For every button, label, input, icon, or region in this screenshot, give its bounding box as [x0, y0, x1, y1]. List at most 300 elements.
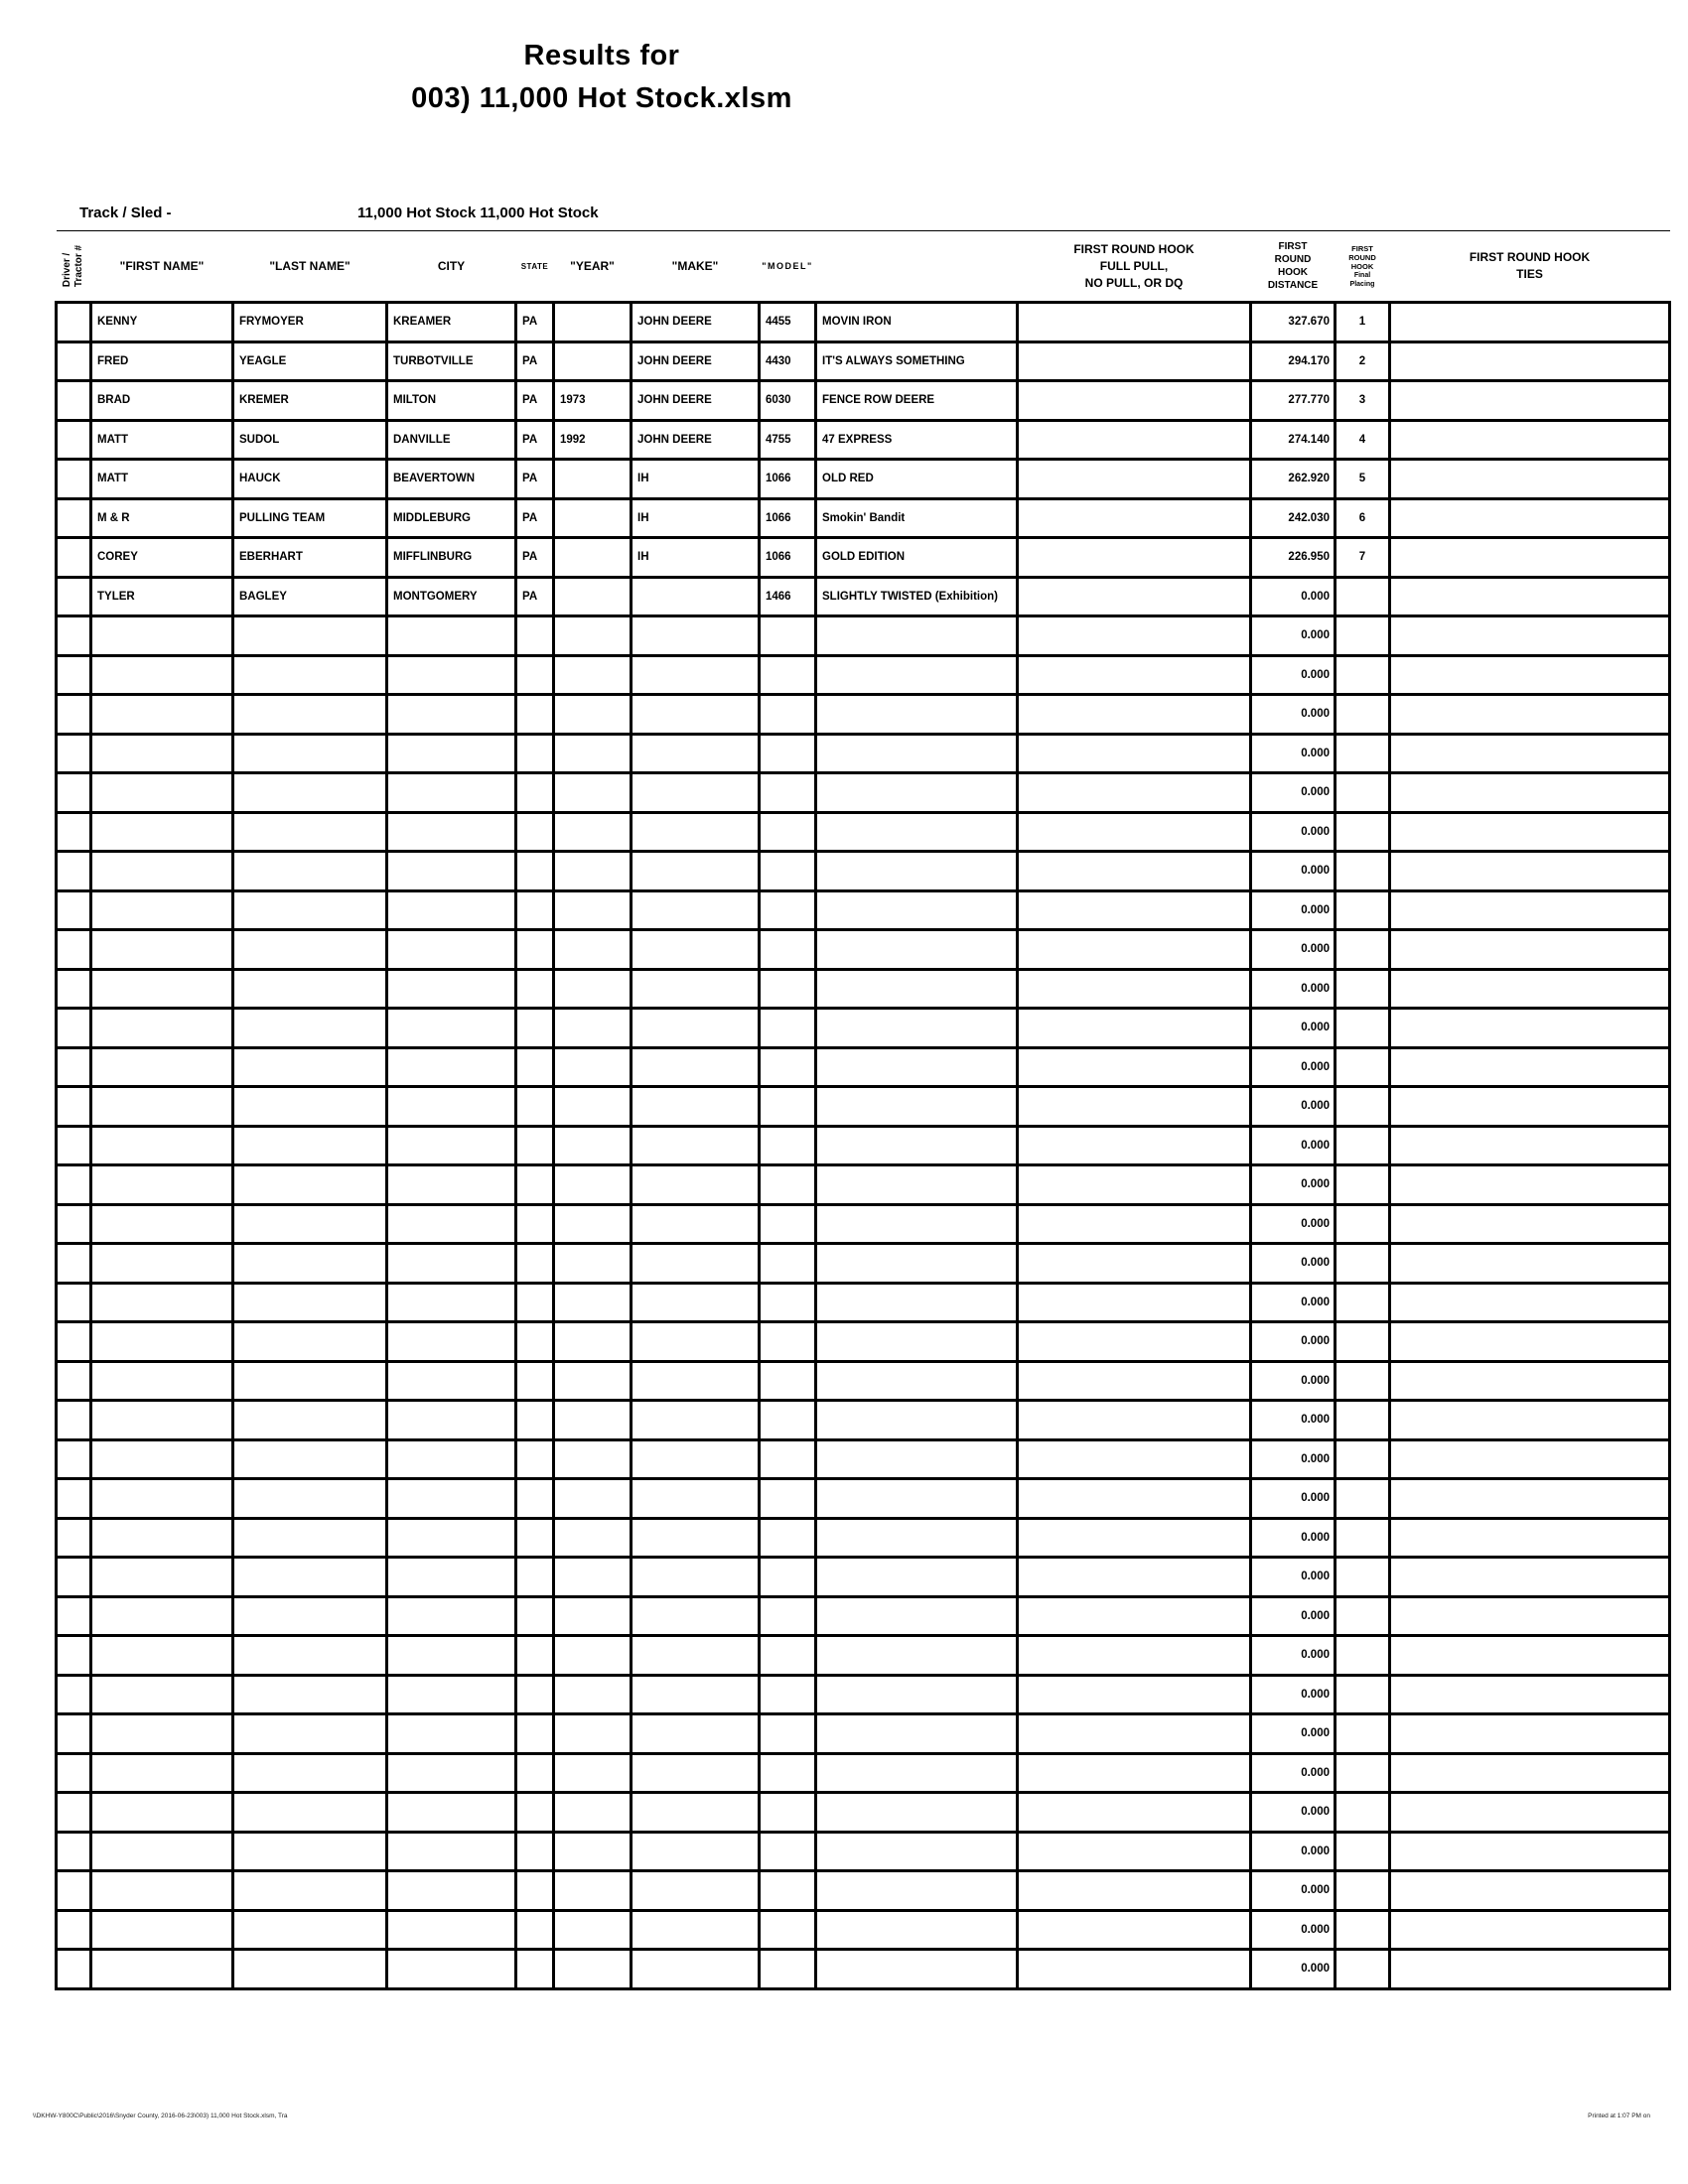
cell-placing — [1336, 1518, 1390, 1558]
cell-driver — [57, 498, 91, 538]
cell-placing: 2 — [1336, 341, 1390, 381]
cell-vehicle — [816, 1558, 1018, 1597]
cell-ties — [1390, 930, 1670, 970]
cell-make — [632, 812, 760, 852]
cell-first-name — [91, 655, 233, 695]
cell-full-pull — [1018, 616, 1251, 656]
cell-driver — [57, 1322, 91, 1362]
cell-last-name — [233, 1047, 387, 1087]
cell-distance: 0.000 — [1251, 1165, 1336, 1205]
cell-last-name — [233, 930, 387, 970]
cell-model — [760, 1518, 816, 1558]
cell-vehicle — [816, 773, 1018, 813]
cell-year — [554, 1832, 632, 1871]
cell-full-pull — [1018, 1244, 1251, 1284]
cell-city — [387, 1558, 516, 1597]
cell-model — [760, 1950, 816, 1989]
cell-model — [760, 1204, 816, 1244]
cell-city — [387, 1675, 516, 1714]
cell-make — [632, 1793, 760, 1833]
empty-row — [57, 1518, 1670, 1558]
cell-vehicle — [816, 852, 1018, 891]
empty-row — [57, 734, 1670, 773]
empty-row — [57, 616, 1670, 656]
cell-city — [387, 1714, 516, 1754]
footer-printed-timestamp: Printed at 1:07 PM on — [1588, 2113, 1650, 2119]
cell-last-name: SUDOL — [233, 420, 387, 460]
cell-first-name — [91, 1087, 233, 1127]
cell-ties — [1390, 1910, 1670, 1950]
result-row — [57, 460, 1670, 499]
cell-year — [554, 1126, 632, 1165]
cell-driver — [57, 1009, 91, 1048]
cell-placing — [1336, 655, 1390, 695]
cell-full-pull — [1018, 1832, 1251, 1871]
cell-city — [387, 1479, 516, 1519]
driver-tractor-vertical-label: Driver / Tractor # — [62, 244, 84, 288]
cell-last-name — [233, 1910, 387, 1950]
cell-placing — [1336, 1596, 1390, 1636]
cell-make — [632, 1361, 760, 1401]
cell-last-name — [233, 695, 387, 735]
cell-placing — [1336, 1361, 1390, 1401]
cell-last-name — [233, 1087, 387, 1127]
cell-state — [516, 812, 554, 852]
cell-full-pull — [1018, 812, 1251, 852]
cell-model — [760, 1361, 816, 1401]
cell-model: 4430 — [760, 341, 816, 381]
cell-first-name — [91, 695, 233, 735]
cell-distance: 0.000 — [1251, 1361, 1336, 1401]
cell-distance: 0.000 — [1251, 1518, 1336, 1558]
cell-driver — [57, 1479, 91, 1519]
cell-city — [387, 1753, 516, 1793]
cell-ties — [1390, 498, 1670, 538]
cell-model: 1066 — [760, 538, 816, 578]
cell-model — [760, 695, 816, 735]
cell-driver — [57, 1714, 91, 1754]
cell-last-name — [233, 1204, 387, 1244]
cell-placing — [1336, 852, 1390, 891]
cell-driver — [57, 969, 91, 1009]
cell-year — [554, 1165, 632, 1205]
cell-city: MIFFLINBURG — [387, 538, 516, 578]
cell-placing — [1336, 812, 1390, 852]
cell-make: IH — [632, 460, 760, 499]
cell-placing: 7 — [1336, 538, 1390, 578]
empty-row — [57, 969, 1670, 1009]
cell-distance: 0.000 — [1251, 734, 1336, 773]
cell-ties — [1390, 341, 1670, 381]
cell-full-pull — [1018, 420, 1251, 460]
cell-distance: 0.000 — [1251, 1675, 1336, 1714]
cell-first-name — [91, 1753, 233, 1793]
track-sled-value: 11,000 Hot Stock 11,000 Hot Stock — [357, 205, 599, 221]
cell-year — [554, 1714, 632, 1754]
cell-state — [516, 1047, 554, 1087]
cell-model — [760, 1714, 816, 1754]
cell-state — [516, 734, 554, 773]
cell-driver — [57, 1558, 91, 1597]
cell-state — [516, 695, 554, 735]
cell-distance: 274.140 — [1251, 420, 1336, 460]
cell-distance: 0.000 — [1251, 1636, 1336, 1676]
cell-last-name — [233, 1165, 387, 1205]
cell-first-name — [91, 1401, 233, 1440]
cell-ties — [1390, 616, 1670, 656]
cell-vehicle — [816, 655, 1018, 695]
cell-model: 1066 — [760, 498, 816, 538]
cell-last-name: HAUCK — [233, 460, 387, 499]
cell-first-name — [91, 1910, 233, 1950]
cell-state — [516, 1479, 554, 1519]
cell-placing — [1336, 734, 1390, 773]
cell-city: DANVILLE — [387, 420, 516, 460]
cell-full-pull — [1018, 969, 1251, 1009]
cell-vehicle — [816, 1871, 1018, 1911]
cell-state — [516, 1165, 554, 1205]
cell-city — [387, 655, 516, 695]
cell-make — [632, 1558, 760, 1597]
cell-vehicle — [816, 1518, 1018, 1558]
cell-city: MONTGOMERY — [387, 577, 516, 616]
cell-last-name — [233, 812, 387, 852]
cell-ties — [1390, 1283, 1670, 1322]
cell-state — [516, 1126, 554, 1165]
cell-city — [387, 1871, 516, 1911]
cell-last-name — [233, 1714, 387, 1754]
cell-city: TURBOTVILLE — [387, 341, 516, 381]
empty-row — [57, 1558, 1670, 1597]
cell-ties — [1390, 969, 1670, 1009]
empty-row — [57, 1910, 1670, 1950]
cell-ties — [1390, 655, 1670, 695]
cell-vehicle — [816, 1322, 1018, 1362]
cell-year — [554, 655, 632, 695]
cell-full-pull — [1018, 577, 1251, 616]
cell-ties — [1390, 852, 1670, 891]
cell-ties — [1390, 1244, 1670, 1284]
cell-last-name — [233, 1596, 387, 1636]
cell-first-name: MATT — [91, 420, 233, 460]
cell-model — [760, 1283, 816, 1322]
cell-make: JOHN DEERE — [632, 303, 760, 342]
cell-distance: 226.950 — [1251, 538, 1336, 578]
cell-ties — [1390, 1126, 1670, 1165]
empty-row — [57, 890, 1670, 930]
empty-row — [57, 1244, 1670, 1284]
cell-vehicle — [816, 1753, 1018, 1793]
cell-vehicle — [816, 1675, 1018, 1714]
cell-ties — [1390, 773, 1670, 813]
cell-placing — [1336, 1793, 1390, 1833]
cell-city — [387, 1950, 516, 1989]
cell-vehicle — [816, 930, 1018, 970]
cell-year — [554, 1793, 632, 1833]
cell-vehicle — [816, 1283, 1018, 1322]
cell-first-name — [91, 1518, 233, 1558]
cell-vehicle — [816, 1793, 1018, 1833]
cell-placing — [1336, 1714, 1390, 1754]
cell-ties — [1390, 538, 1670, 578]
cell-full-pull — [1018, 1126, 1251, 1165]
cell-last-name — [233, 734, 387, 773]
cell-driver — [57, 1204, 91, 1244]
cell-model — [760, 1793, 816, 1833]
cell-ties — [1390, 695, 1670, 735]
cell-city — [387, 695, 516, 735]
cell-distance: 0.000 — [1251, 890, 1336, 930]
cell-full-pull — [1018, 930, 1251, 970]
cell-placing — [1336, 1439, 1390, 1479]
cell-vehicle — [816, 1126, 1018, 1165]
cell-make — [632, 577, 760, 616]
cell-city — [387, 1244, 516, 1284]
cell-year — [554, 812, 632, 852]
cell-last-name — [233, 1793, 387, 1833]
cell-last-name — [233, 1401, 387, 1440]
cell-last-name — [233, 1871, 387, 1911]
cell-make — [632, 890, 760, 930]
column-header-first-round-hook-ties: FIRST ROUND HOOK TIES — [1390, 231, 1670, 303]
cell-first-name — [91, 1714, 233, 1754]
cell-ties — [1390, 1675, 1670, 1714]
empty-row — [57, 1439, 1670, 1479]
empty-row — [57, 1087, 1670, 1127]
cell-distance: 0.000 — [1251, 852, 1336, 891]
header-row — [57, 231, 1670, 303]
cell-full-pull — [1018, 1401, 1251, 1440]
results-table — [55, 230, 1671, 1990]
cell-placing — [1336, 1244, 1390, 1284]
cell-driver — [57, 812, 91, 852]
cell-make — [632, 1871, 760, 1911]
cell-full-pull — [1018, 1871, 1251, 1911]
cell-vehicle — [816, 1047, 1018, 1087]
cell-vehicle — [816, 1439, 1018, 1479]
empty-row — [57, 1871, 1670, 1911]
cell-driver — [57, 1793, 91, 1833]
cell-first-name — [91, 1871, 233, 1911]
cell-year — [554, 1009, 632, 1048]
cell-last-name — [233, 1675, 387, 1714]
cell-model — [760, 1636, 816, 1676]
cell-model — [760, 1596, 816, 1636]
cell-last-name: KREMER — [233, 381, 387, 421]
cell-full-pull — [1018, 1910, 1251, 1950]
cell-year — [554, 1283, 632, 1322]
cell-ties — [1390, 890, 1670, 930]
cell-driver — [57, 1087, 91, 1127]
cell-driver — [57, 1439, 91, 1479]
cell-driver — [57, 1165, 91, 1205]
column-header-vehicle-name — [816, 231, 1018, 303]
cell-make: JOHN DEERE — [632, 381, 760, 421]
cell-state — [516, 930, 554, 970]
cell-driver — [57, 1518, 91, 1558]
cell-placing — [1336, 773, 1390, 813]
cell-year — [554, 1558, 632, 1597]
cell-vehicle — [816, 1361, 1018, 1401]
cell-first-name — [91, 1636, 233, 1676]
empty-row — [57, 1047, 1670, 1087]
cell-vehicle — [816, 1204, 1018, 1244]
empty-row — [57, 773, 1670, 813]
cell-model: 1466 — [760, 577, 816, 616]
cell-make — [632, 1636, 760, 1676]
cell-year: 1973 — [554, 381, 632, 421]
empty-row — [57, 1009, 1670, 1048]
result-row — [57, 303, 1670, 342]
cell-year — [554, 1401, 632, 1440]
cell-driver — [57, 1126, 91, 1165]
cell-model — [760, 930, 816, 970]
cell-state: PA — [516, 341, 554, 381]
cell-vehicle — [816, 1009, 1018, 1048]
column-header-first-name: "FIRST NAME" — [91, 231, 233, 303]
cell-placing — [1336, 1753, 1390, 1793]
cell-model — [760, 1244, 816, 1284]
cell-year — [554, 1950, 632, 1989]
cell-driver — [57, 381, 91, 421]
cell-placing — [1336, 1009, 1390, 1048]
cell-last-name — [233, 1832, 387, 1871]
cell-first-name: M & R — [91, 498, 233, 538]
empty-row — [57, 1165, 1670, 1205]
cell-full-pull — [1018, 303, 1251, 342]
empty-row — [57, 1204, 1670, 1244]
cell-driver — [57, 420, 91, 460]
cell-placing — [1336, 1950, 1390, 1989]
cell-driver — [57, 852, 91, 891]
cell-placing — [1336, 1675, 1390, 1714]
cell-state — [516, 1675, 554, 1714]
cell-vehicle: SLIGHTLY TWISTED (Exhibition) — [816, 577, 1018, 616]
cell-driver — [57, 577, 91, 616]
cell-ties — [1390, 460, 1670, 499]
cell-ties — [1390, 1558, 1670, 1597]
cell-city — [387, 1009, 516, 1048]
cell-last-name — [233, 1636, 387, 1676]
cell-make — [632, 1439, 760, 1479]
cell-first-name — [91, 1479, 233, 1519]
cell-full-pull — [1018, 734, 1251, 773]
cell-ties — [1390, 1518, 1670, 1558]
empty-row — [57, 1675, 1670, 1714]
cell-year — [554, 969, 632, 1009]
cell-first-name — [91, 1126, 233, 1165]
cell-distance: 277.770 — [1251, 381, 1336, 421]
cell-full-pull — [1018, 1518, 1251, 1558]
cell-model — [760, 1165, 816, 1205]
cell-full-pull — [1018, 381, 1251, 421]
cell-make — [632, 1047, 760, 1087]
cell-state — [516, 1361, 554, 1401]
cell-year — [554, 1753, 632, 1793]
cell-full-pull — [1018, 1009, 1251, 1048]
cell-placing: 5 — [1336, 460, 1390, 499]
cell-first-name — [91, 812, 233, 852]
cell-make: IH — [632, 498, 760, 538]
cell-placing: 3 — [1336, 381, 1390, 421]
cell-year — [554, 1479, 632, 1519]
cell-make — [632, 1009, 760, 1048]
cell-make — [632, 1165, 760, 1205]
cell-driver — [57, 1675, 91, 1714]
cell-distance: 327.670 — [1251, 303, 1336, 342]
cell-state — [516, 1950, 554, 1989]
cell-first-name — [91, 1675, 233, 1714]
cell-last-name — [233, 1753, 387, 1793]
cell-placing: 4 — [1336, 420, 1390, 460]
cell-distance: 0.000 — [1251, 695, 1336, 735]
cell-model — [760, 1832, 816, 1871]
cell-make — [632, 1832, 760, 1871]
cell-driver — [57, 1832, 91, 1871]
cell-vehicle — [816, 969, 1018, 1009]
cell-last-name — [233, 1126, 387, 1165]
cell-placing — [1336, 1401, 1390, 1440]
cell-placing — [1336, 1126, 1390, 1165]
cell-city — [387, 812, 516, 852]
cell-driver — [57, 1636, 91, 1676]
cell-first-name — [91, 890, 233, 930]
cell-ties — [1390, 577, 1670, 616]
cell-last-name — [233, 1361, 387, 1401]
cell-distance: 0.000 — [1251, 1126, 1336, 1165]
cell-driver — [57, 303, 91, 342]
cell-ties — [1390, 812, 1670, 852]
cell-last-name — [233, 969, 387, 1009]
cell-model — [760, 655, 816, 695]
column-header-first-round-hook-placing: FIRST ROUND HOOK Final Placing — [1336, 231, 1390, 303]
cell-driver — [57, 1047, 91, 1087]
cell-vehicle: MOVIN IRON — [816, 303, 1018, 342]
cell-full-pull — [1018, 1479, 1251, 1519]
cell-first-name — [91, 1283, 233, 1322]
column-header-first-round-hook-result: FIRST ROUND HOOK FULL PULL, NO PULL, OR DQ — [1018, 231, 1251, 303]
cell-first-name: FRED — [91, 341, 233, 381]
cell-ties — [1390, 1047, 1670, 1087]
column-header-state: STATE — [516, 231, 554, 303]
empty-row — [57, 1126, 1670, 1165]
cell-state — [516, 1793, 554, 1833]
footer-file-path: \\DKHW-Y800C\Public\2016\Snyder County, 2016-06-23\003) 11,000 Hot Stock.xlsm, Tra — [33, 2113, 288, 2119]
cell-ties — [1390, 1793, 1670, 1833]
cell-state: PA — [516, 577, 554, 616]
cell-year — [554, 1596, 632, 1636]
cell-year — [554, 498, 632, 538]
track-sled-label: Track / Sled - — [79, 205, 172, 221]
cell-distance: 0.000 — [1251, 1047, 1336, 1087]
cell-last-name — [233, 1244, 387, 1284]
cell-year — [554, 1047, 632, 1087]
cell-vehicle: IT'S ALWAYS SOMETHING — [816, 341, 1018, 381]
cell-state: PA — [516, 381, 554, 421]
cell-first-name — [91, 1558, 233, 1597]
column-header-city: CITY — [387, 231, 516, 303]
cell-model — [760, 1087, 816, 1127]
cell-last-name — [233, 1283, 387, 1322]
cell-year — [554, 303, 632, 342]
cell-state — [516, 1753, 554, 1793]
cell-ties — [1390, 1401, 1670, 1440]
cell-first-name — [91, 616, 233, 656]
cell-distance: 0.000 — [1251, 1871, 1336, 1911]
cell-vehicle — [816, 1479, 1018, 1519]
cell-first-name: KENNY — [91, 303, 233, 342]
cell-model — [760, 1871, 816, 1911]
